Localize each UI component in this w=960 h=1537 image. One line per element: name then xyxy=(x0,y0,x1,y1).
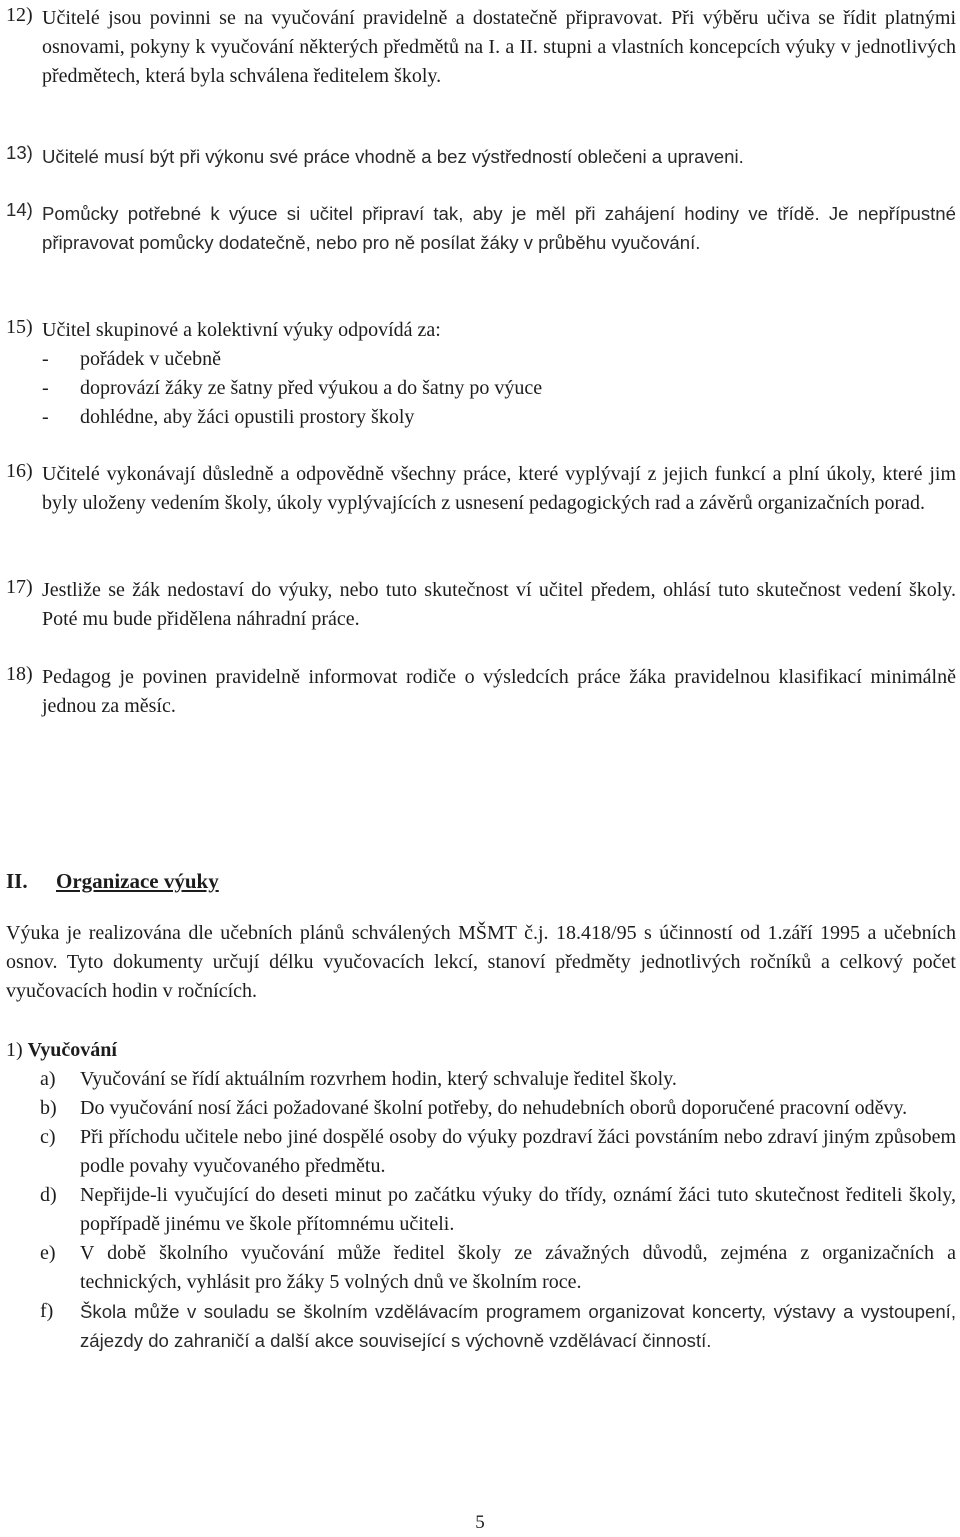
item-number: 15) xyxy=(6,316,33,338)
rule-item-14 xyxy=(6,199,956,257)
item-text: Jestliže se žák nedostaví do výuky, nebo tuto skutečnost ví učitel předem, ohlásí tuto skutečnost vedení školy. Poté mu bude přidělena náhradní práce. xyxy=(42,579,956,630)
rule-item-15 xyxy=(6,316,956,432)
dash-item: - doprovází žáky ze šatny před výukou a do šatny po výuce xyxy=(42,377,543,399)
subsection-heading xyxy=(6,1036,117,1065)
sub-item-list xyxy=(40,1065,956,1355)
item-number: 13) xyxy=(6,142,33,163)
item-text: Učitel skupinové a kolektivní výuky odpovídá za: xyxy=(42,319,441,341)
rule-item-13 xyxy=(6,142,956,171)
section-intro: Výuka je realizována dle učebních plánů schválených MŠMT č.j. 18.418/95 s účinností od 1.září 1995 a učebních osnov. Tyto dokumenty určují délku vyučovacích lekcí, stanoví předměty jednotlivých ročníků a celkový počet vyučovacích hodin v ročnících. xyxy=(6,922,956,1002)
item-text: Pomůcky potřebné k výuce si učitel připraví tak, aby je měl při zahájení hodiny ve třídě. Je nepřípustné připravovat pomůcky dodatečně, nebo pro ně posílat žáky v průběhu vyučování. xyxy=(42,203,956,253)
item-text: Pedagog je povinen pravidelně informovat rodiče o výsledcích práce žáka pravidelnou klasifikací minimálně jednou za měsíc. xyxy=(42,666,956,717)
item-number: 18) xyxy=(6,663,33,685)
rule-item-12 xyxy=(6,4,956,91)
sub-item-e: e) V době školního vyučování může ředitel školy ze závažných důvodů, zejména z organizačních a technických, vyhlásit pro žáky 5 volných dnů ve školním roce. xyxy=(40,1242,956,1293)
sub-item-f: f) Škola může v souladu se školním vzdělávacím programem organizovat koncerty, výstavy a vystoupení, zájezdy do zahraničí a další akce související s výchovně vzdělávací činností. xyxy=(40,1300,956,1351)
item-text: Učitelé jsou povinni se na vyučování pravidelně a dostatečně připravovat. Při výběru učiva se řídit platnými osnovami, pokyny k vyučování některých předmětů na I. a II. stupni a vlastních koncepcích výuky v jednotlivých předmětech, která byla schválena ředitelem školy. xyxy=(42,7,956,87)
sub-item-b: b) Do vyučování nosí žáci požadované školní potřeby, do nehudebních oborů doporučené pracovní oděvy. xyxy=(40,1097,908,1119)
item-text: Učitelé vykonávají důsledně a odpovědně všechny práce, které vyplývají z jejich funkcí a plní úkoly, které jim byly uloženy vedením školy, úkoly vyplývajících z usnesení pedagogických rad a závěrů organizačních porad. xyxy=(42,463,956,514)
dash-list xyxy=(42,345,956,432)
dash-item: - dohlédne, aby žáci opustili prostory školy xyxy=(42,406,415,428)
subsection-number: 1) xyxy=(6,1039,23,1061)
section-title: Organizace výuky xyxy=(56,869,219,893)
rule-item-17 xyxy=(6,576,956,634)
item-text: Učitelé musí být při výkonu své práce vhodně a bez výstředností oblečeni a upraveni. xyxy=(42,146,744,167)
item-number: 12) xyxy=(6,4,33,26)
subsection-title: Vyučování xyxy=(27,1039,117,1061)
sub-item-d: d) Nepřijde-li vyučující do deseti minut po začátku výuky do třídy, oznámí žáci tuto skutečnost řediteli školy, popřípadě jinému ve škole přítomnému učiteli. xyxy=(40,1184,956,1235)
sub-item-a: a) Vyučování se řídí aktuálním rozvrhem hodin, který schvaluje ředitel školy. xyxy=(40,1068,677,1090)
dash-item: - pořádek v učebně xyxy=(42,348,222,370)
sub-item-c: c) Při příchodu učitele nebo jiné dospělé osoby do výuky pozdraví žáci povstáním nebo zdraví jiným způsobem podle povahy vyučovaného předmětu. xyxy=(40,1126,956,1177)
section-number: II. xyxy=(6,869,28,893)
rule-item-16 xyxy=(6,460,956,518)
page-number: 5 xyxy=(475,1512,485,1533)
item-number: 14) xyxy=(6,199,33,220)
item-number: 17) xyxy=(6,576,33,598)
section-heading xyxy=(6,866,219,896)
item-number: 16) xyxy=(6,460,33,482)
rule-item-18 xyxy=(6,663,956,721)
